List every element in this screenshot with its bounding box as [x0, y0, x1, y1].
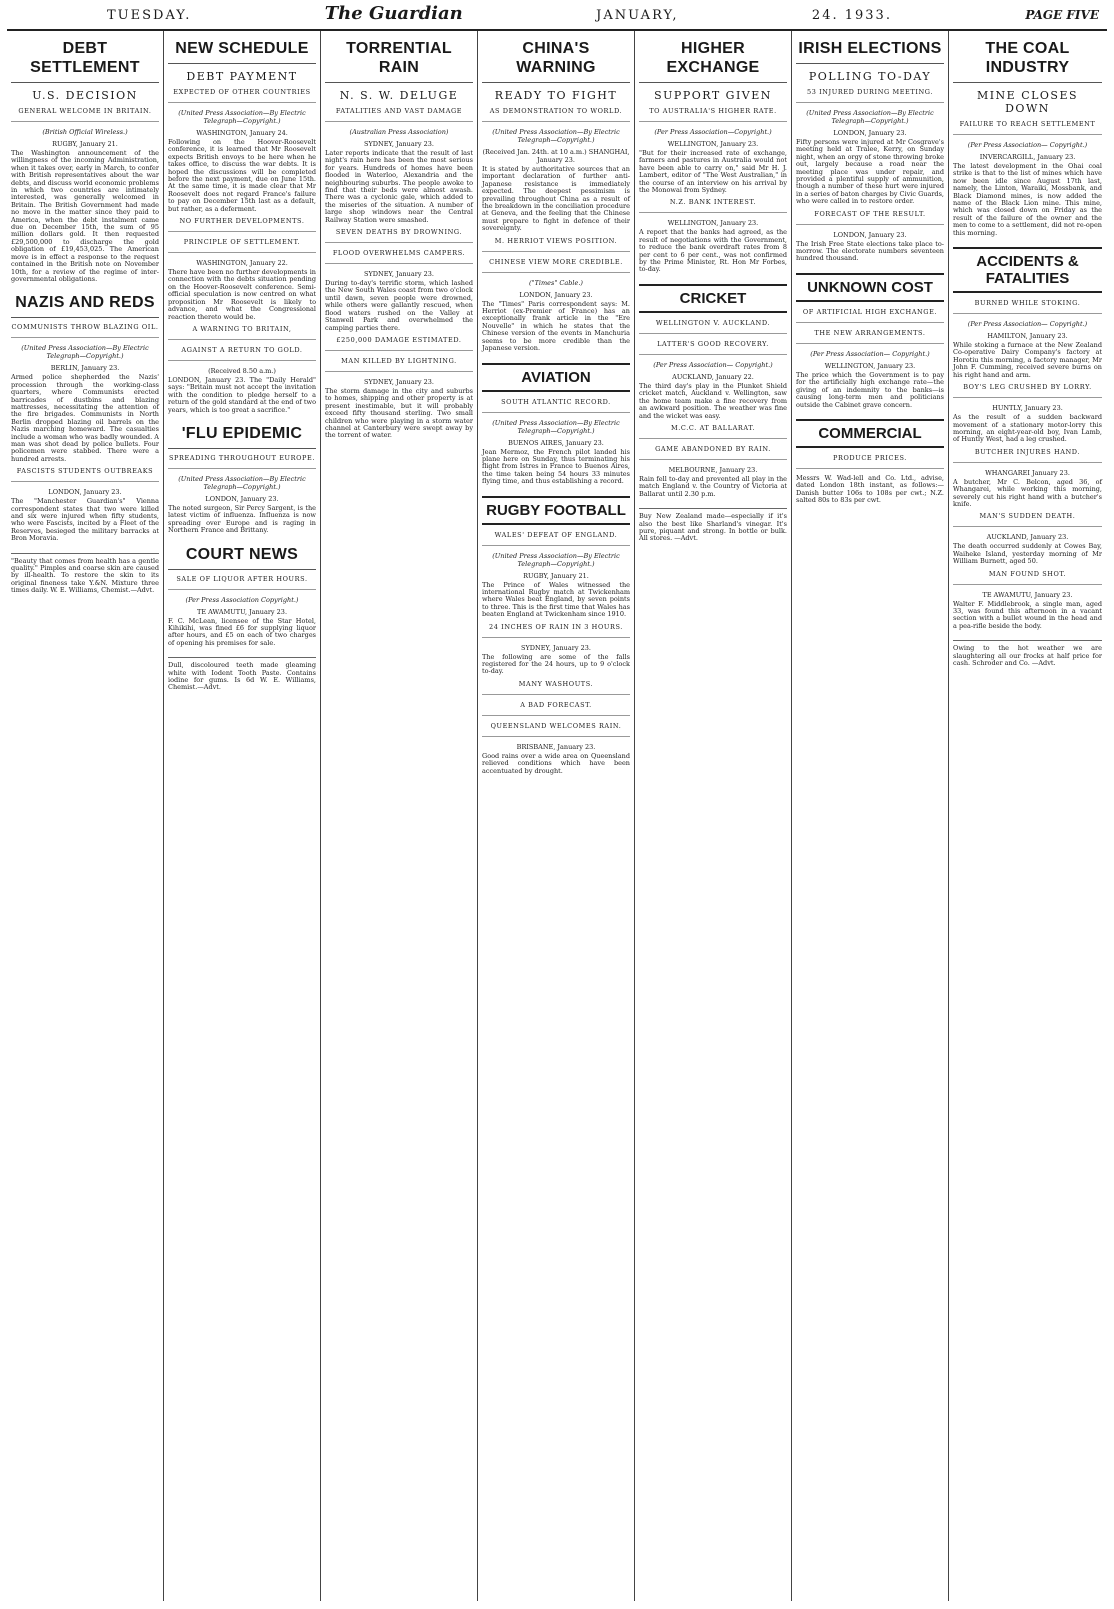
subheading: MAN'S SUDDEN DEATH.	[953, 512, 1102, 527]
subheading: CHINESE VIEW MORE CREDIBLE.	[482, 258, 630, 273]
credit: (Per Press Association—Copyright.)	[654, 128, 772, 136]
headline: ACCIDENTS & FATALITIES	[953, 247, 1102, 293]
dateline: WASHINGTON, January 22.	[196, 259, 288, 268]
columns	[7, 31, 1107, 1601]
article-body: The noted surgeon, Sir Percy Sargent, is the latest victim of influenza. Influenza is now spreading over Europe and is raging in Northern France and Brittany.	[168, 503, 316, 535]
credit: (United Press Association—By Electric Telegraph—Copyright.)	[492, 551, 620, 568]
dateline: WELLINGTON, January 23.	[667, 219, 759, 228]
article-higher-exchange	[639, 39, 787, 274]
subheading: N. S. W. DELUGE	[339, 89, 459, 102]
article-accidents	[953, 247, 1102, 630]
article-body: The Washington announcement of the willingness of the incoming Administration, when it takes over, early in March, to confer with British representatives about the war debts, and discuss world economic problems in which two countries are intimately interested, was generally welcomed in Britain. The British Government had made no move in the matter since they paid to America, when the debt instalment came due on December 15th, the sum of 95 million dollars gold. It then requested £29,500,000 to discharge the gold obligation of £19,453,025. The American move is in effect a response to the request contained in the British note on November 10th, for a review of the regime of inter-governmental obligations.	[11, 149, 159, 283]
article-body: The "Manchester Guardian's" Vienna correspondent states that two were killed and six were injured when fifty students, who were Fascists, incited by a Fleet of the Reserves, besieged the military barracks at Bron Moravia.	[11, 497, 159, 543]
dateline: LONDON, January 23.	[519, 290, 593, 299]
masthead-month: JANUARY,	[596, 8, 679, 23]
dateline: WASHINGTON, January 24.	[196, 129, 288, 137]
dateline: INVERCARGILL, January 23.	[979, 153, 1076, 161]
headline: HIGHER EXCHANGE	[639, 39, 787, 83]
article-body: F. C. McLean, licensee of the Star Hotel, Kihikihi, was fined £6 for supplying liquor after hours, and £5 on each of two charges of opening his premises for sale.	[168, 616, 316, 647]
subheading: SPREADING THROUGHOUT EUROPE.	[168, 454, 316, 469]
article-cricket	[639, 284, 787, 498]
subheading: WALES' DEFEAT OF ENGLAND.	[482, 531, 630, 546]
article-flu-epidemic	[168, 424, 316, 535]
article-body: The Prince of Wales witnessed the international Rugby match at Twickenham where Wales beat England, by seven points to three. This is the first time that Wales has beaten England at Twickenham since 1910.	[482, 580, 630, 619]
dateline: TE AWAMUTU, January 23.	[982, 590, 1073, 599]
dateline: SYDNEY, January 23.	[364, 140, 434, 148]
column-6	[792, 31, 949, 1601]
article-rugby-football	[482, 496, 630, 775]
subheading: MAN KILLED BY LIGHTNING.	[325, 357, 473, 372]
newspaper-page	[7, 3, 1107, 1603]
subheading: MINE CLOSES DOWN	[976, 89, 1079, 115]
subheading: U.S. DECISION	[32, 89, 138, 102]
subheading: GAME ABANDONED BY RAIN.	[639, 445, 787, 460]
dateline: SYDNEY, January 23.	[364, 377, 434, 386]
headline: AVIATION	[482, 363, 630, 392]
advertisement: Buy New Zealand made—especially if it's also the best like Sharland's vinegar. It's pure, piquant and strong. In bottle or bulk. All stores. —Advt.	[639, 508, 787, 543]
headline: NAZIS AND REDS	[11, 293, 159, 318]
subheading: PRODUCE PRICES.	[796, 454, 944, 469]
dateline: WHANGAREI January 23.	[985, 468, 1070, 477]
subheading: POLLING TO-DAY	[808, 70, 932, 83]
article-body: While stoking a furnace at the New Zealand Co-operative Dairy Company's factory at Horotiu this morning, a factory manager, Mr John F. Cumming, received severe burns on his right hand and arm.	[953, 341, 1102, 379]
credit: (United Press Association—By Electric Telegraph—Copyright.)	[21, 344, 149, 361]
article-court-news	[168, 545, 316, 648]
dateline: BUENOS AIRES, January 23.	[508, 438, 604, 447]
article-chinas-warning	[482, 39, 630, 353]
masthead	[7, 3, 1107, 31]
subheading: SEVEN DEATHS BY DROWNING.	[325, 228, 473, 243]
article-body: Armed police shepherded the Nazis' procession through the working-class quarters, where Communists erected barricades of dustbins and blazing mattresses, necessitating the attention of the fire brigades. Communists in North Berlin dropped blazing oil barrels on the Nazis marching homeward. The casualties include a woman who was badly wounded. A man was shot dead by police bullets. Four policemen were stabbed. There were a hundred arrests.	[11, 373, 159, 463]
subheading-secondary: 53 INJURED DURING MEETING.	[796, 88, 944, 103]
subheading: NO FURTHER DEVELOPMENTS.	[168, 217, 316, 232]
credit: (British Official Wireless.)	[42, 128, 128, 136]
subheading: OF ARTIFICIAL HIGH EXCHANGE.	[796, 308, 944, 323]
dateline: LONDON, January 23.	[833, 230, 907, 239]
headline: COMMERCIAL	[796, 419, 944, 448]
article-torrential-rain	[325, 39, 473, 440]
article-body: It is stated by authoritative sources that an important declaration of further anti-Japanese resistance is immediately expected. The deepest pessimism is prevailing throughout China as a result of the breakdown in the conciliation procedure at Geneva, and the feeling that the Chinese must prepare to fight in defence of their sovereignty.	[482, 165, 630, 233]
article-body: Fifty persons were injured at Mr Cosgrave's meeting held at Tralee, Kerry, on Sunday night, when an orgy of stone throwing broke out, largely because a road near the meeting place was under repair, and provided a plentiful supply of ammunition, though a number of these hurt were injured in a series of baton charges by Civic Guards, who were called in to restore order.	[796, 138, 944, 206]
article-body: LONDON, January 23. The "Daily Herald" says: "Britain must not accept the invitation with the condition to pledge herself to a return of the gold standard at the end of two years, which is too great a sacrifice."	[168, 375, 316, 414]
article-body: Rain fell to-day and prevented all play in the match England v. the Country of Victoria at Ballarat until 2.30 p.m.	[639, 474, 787, 498]
dateline: RUGBY, January 21.	[523, 571, 589, 580]
subheading: QUEENSLAND WELCOMES RAIN.	[482, 722, 630, 737]
dateline: LONDON, January 23.	[833, 129, 907, 137]
article-body: A report that the banks had agreed, as the result of negotiations with the Government, to reduce the bank overdraft rates from 8 per cent to 6 per cent., was not confirmed by the Prime Minister, Rt. Hon Mr Forbes, to-day.	[639, 228, 787, 274]
credit: (United Press Association—By Electric Telegraph—Copyright.)	[492, 418, 620, 435]
headline: TORRENTIAL RAIN	[325, 39, 473, 83]
masthead-brand: The Guardian	[324, 3, 463, 24]
subheading: COMMUNISTS THROW BLAZING OIL.	[11, 323, 159, 338]
dateline: LONDON, January 23.	[48, 488, 122, 497]
subheading: N.Z. BANK INTEREST.	[639, 198, 787, 213]
subheading: M.C.C. AT BALLARAT.	[639, 424, 787, 439]
subheading: DEBT PAYMENT	[186, 70, 298, 83]
subheading: £250,000 DAMAGE ESTIMATED.	[325, 336, 473, 351]
subheading: A BAD FORECAST.	[482, 701, 630, 716]
subheading: AGAINST A RETURN TO GOLD.	[168, 346, 316, 361]
article-body: The Irish Free State elections take place to-morrow. The electorate numbers seventeen hundred thousand.	[796, 239, 944, 263]
article-debt-settlement	[11, 39, 159, 283]
dateline: WELLINGTON, January 23.	[824, 361, 916, 370]
article-coal-industry	[953, 39, 1102, 237]
column-2	[164, 31, 321, 1601]
headline: THE COAL INDUSTRY	[953, 39, 1102, 83]
headline: CHINA'S WARNING	[482, 39, 630, 83]
article-body: The following are some of the falls registered for the 24 hours, up to 9 o'clock to-day.	[482, 652, 630, 676]
headline: DEBT SETTLEMENT	[11, 39, 159, 83]
credit: (Per Press Association— Copyright.)	[810, 349, 930, 358]
article-body: The third day's play in the Plunket Shield cricket match, Auckland v. Wellington, saw the home team make a fine recovery from an awkward position. The weather was fine and the wicket was easy.	[639, 381, 787, 420]
subheading: WELLINGTON V. AUCKLAND.	[639, 319, 787, 334]
subheading: A WARNING TO BRITAIN,	[168, 325, 316, 340]
subheading: THE NEW ARRANGEMENTS.	[796, 329, 944, 344]
article-irish-elections	[796, 39, 944, 263]
dateline: TE AWAMUTU, January 23.	[196, 607, 288, 616]
headline: CRICKET	[639, 284, 787, 313]
article-body: Good rains over a wide area on Queensland relieved conditions which have been accentuated by drought.	[482, 751, 630, 775]
subheading-secondary: AS DEMONSTRATION TO WORLD.	[482, 107, 630, 122]
dateline: LONDON, January 23.	[205, 494, 279, 503]
column-1	[7, 31, 164, 1601]
article-body: Later reports indicate that the result of last night's rain here has been the most serious for years. Hundreds of homes have been flooded in Waterloo, Alexandria and the neighbouring suburbs. The people awoke to find that their beds were almost awash. There was a cyclonic gale, which added to the miseries of the situation. A number of large shop windows near the Central Railway Station were smashed.	[325, 149, 473, 224]
column-5	[635, 31, 792, 1601]
masthead-day: TUESDAY.	[107, 8, 192, 23]
article-body: Following on the Hoover-Roosevelt conference, it is learned that Mr Roosevelt expects British envoys to be here when he takes office, to discuss the war debts. It is hoped the discussions will be completed before the next payment, due on June 15th. At the same time, it is made clear that Mr Roosevelt does not regard France's failure to pay on December 15th last as a default, but rather, as a deferment.	[168, 138, 316, 213]
subheading-secondary: EXPECTED OF OTHER COUNTRIES	[168, 88, 316, 103]
subheading: LATTER'S GOOD RECOVERY.	[639, 340, 787, 355]
masthead-date: 24. 1933.	[811, 8, 892, 23]
subheading: SUPPORT GIVEN	[654, 89, 772, 102]
dateline: BRISBANE, January 23.	[516, 742, 596, 751]
subheading: 24 INCHES OF RAIN IN 3 HOURS.	[482, 623, 630, 638]
article-nazis-and-reds	[11, 293, 159, 542]
subheading-secondary: GENERAL WELCOME IN BRITAIN.	[11, 107, 159, 122]
article-body: The storm damage in the city and suburbs to homes, shipping and other property is at present inestimable, but it will probably exceed fifty thousand sterling. Two small children who were playing in a storm water channel at Canterbury were swept away by the torrent of water.	[325, 386, 473, 440]
article-commercial	[796, 419, 944, 505]
subheading-secondary: FATALITIES AND VAST DAMAGE	[325, 107, 473, 122]
subheading: FASCISTS STUDENTS OUTBREAKS	[11, 467, 159, 482]
headline: RUGBY FOOTBALL	[482, 496, 630, 525]
subheading: MAN FOUND SHOT.	[953, 570, 1102, 585]
column-7	[949, 31, 1106, 1601]
dateline: WELLINGTON, January 23.	[667, 140, 759, 148]
subheading: PRINCIPLE OF SETTLEMENT.	[168, 238, 316, 253]
dateline: RUGBY, January 21.	[52, 140, 118, 148]
article-body: The "Times" Paris correspondent says: M. Herriot (ex-Premier of France) has an exceptionally frank article in the "Ere Nouvelle" in which he states that the Chinese version of the events in Manchuria seems to be more credible than the Japanese version.	[482, 299, 630, 353]
article-body: The latest development in the Ohai coal strike is that to the list of mines which have now been idle since August 17th last, namely, the Linton, Waraiki, Mossbank, and Black Diamond mines, is now added the name of the Black Lion mine. This mine, which was closed down on Friday as the result of the failure of the owner and the men to come to a settlement, did not re-open this morning.	[953, 162, 1102, 237]
credit: ("Times" Cable.)	[529, 278, 583, 287]
subheading-secondary: FAILURE TO REACH SETTLEMENT	[953, 120, 1102, 135]
article-body: "But for their increased rate of exchange, farmers and pastures in Australia would not have been able to carry on," said Mr H. J. Lambert, editor of "The West Australian," in the course of an interview on his arrival by the Monowai from Sydney.	[639, 149, 787, 195]
dateline: BERLIN, January 23.	[50, 364, 120, 373]
credit: (Per Press Association— Copyright.)	[967, 141, 1088, 149]
headline: IRISH ELECTIONS	[796, 39, 944, 64]
dateline: SYDNEY, January 23.	[521, 643, 591, 652]
article-new-schedule	[168, 39, 316, 414]
subheading: BUTCHER INJURES HAND.	[953, 448, 1102, 463]
dateline: HUNTLY, January 23.	[992, 404, 1063, 413]
subheading: FLOOD OVERWHELMS CAMPERS.	[325, 249, 473, 264]
dateline: AUCKLAND, January 23.	[986, 533, 1069, 542]
article-body: The price which the Government is to pay for the artificially high exchange rate—the giving of an indemnity to the banks—is causing long-term men and politicians outside the Cabinet grave concern.	[796, 370, 944, 409]
subheading: FORECAST OF THE RESULT.	[796, 210, 944, 225]
headline: COURT NEWS	[168, 545, 316, 570]
advertisement: Dull, discoloured teeth made gleaming white with Iodent Tooth Paste. Contains iodine for gums. Is 6d W. E. Williams, Chemist.—Advt.	[168, 657, 316, 692]
article-body: Messrs W. Wad-lell and Co. Ltd., advise, dated London 18th instant, as follows:— Danish butter 106s to 108s per cwt.; N.Z. salted 80s to 83s per cwt.	[796, 473, 944, 505]
article-body: There have been no further developments in connection with the debts situation pending on the Hoover-Roosevelt conference. Semi-official speculation is now centred on what proposition Mr Roosevelt is likely to advance, and what the Congressional reaction thereto would be.	[168, 268, 316, 321]
column-3	[321, 31, 478, 1601]
subheading: SOUTH ATLANTIC RECORD.	[482, 398, 630, 413]
dateline: HAMILTON, January 23.	[987, 332, 1068, 341]
subheading: BURNED WHILE STOKING.	[953, 299, 1102, 314]
dateline: MELBOURNE, January 23.	[668, 465, 758, 474]
dateline: AUCKLAND, January 22.	[672, 372, 754, 381]
subheading-secondary: TO AUSTRALIA'S HIGHER RATE.	[639, 107, 787, 122]
subheading: BOY'S LEG CRUSHED BY LORRY.	[953, 383, 1102, 398]
headline: UNKNOWN COST	[796, 273, 944, 302]
advertisement: "Beauty that comes from health has a gentle quality." Pimples and coarse skin are caused by ill-health. To restore the skin to its original fineness take Y.&N. Mixture three times daily. W. E. Williams, Chemist.—Advt.	[11, 553, 159, 595]
subheading: READY TO FIGHT	[494, 89, 618, 102]
article-body: As the result of a sudden backward movement of a stationary motor-lorry this morning, an eight-year-old boy, Ivan Lamb, of Huntly West, had a leg crushed.	[953, 413, 1102, 444]
credit: (United Press Association—By Electric Telegraph—Copyright.)	[806, 109, 934, 125]
article-unknown-cost	[796, 273, 944, 409]
dateline: (Received Jan. 24th. at 10 a.m.) SHANGHAI, January 23.	[482, 148, 630, 164]
article-body: Walter F. Middlebrook, a single man, aged 33, was found this afternoon in a vacant section with a bullet wound in the head and a pea-rifle beside the body.	[953, 599, 1102, 630]
page-number: PAGE FIVE	[1025, 8, 1099, 22]
credit: (United Press Association—By Electric Telegraph—Copyright.)	[492, 128, 620, 144]
credit: (United Press Association—By Electric Telegraph—Copyright.)	[178, 474, 306, 491]
column-4	[478, 31, 635, 1601]
credit: (Per Press Association— Copyright.)	[653, 360, 773, 369]
article-body: The death occurred suddenly at Cowes Bay, Waiheke Island, yesterday morning of Mr William Burnett, aged 50.	[953, 542, 1102, 566]
article-body: During to-day's terrific storm, which lashed the New South Wales coast from two o'clock until dawn, seven people were drowned, while others were gallantly rescued, when flood waters rushed on the Valley at Stanwell Park and overwhelmed the camping parties there.	[325, 279, 473, 332]
credit: (Australian Press Association)	[349, 128, 449, 136]
headline: NEW SCHEDULE	[168, 39, 316, 64]
headline: 'FLU EPIDEMIC	[168, 424, 316, 449]
subheading: MANY WASHOUTS.	[482, 680, 630, 695]
credit: (United Press Association—By Electric Telegraph—Copyright.)	[178, 109, 306, 125]
article-aviation	[482, 363, 630, 486]
credit: (Per Press Association— Copyright.)	[967, 320, 1088, 329]
subheading: M. HERRIOT VIEWS POSITION.	[482, 237, 630, 252]
advertisement: Owing to the hot weather we are slaughtering all our frocks at half price for cash. Schroder and Co. —Advt.	[953, 640, 1102, 667]
subheading: SALE OF LIQUOR AFTER HOURS.	[168, 575, 316, 590]
article-body: Jean Mermoz, the French pilot landed his plane here on Sunday, thus terminating his flight from Istres in France to Buenos Aires, the time taken being 54 hours 33 minutes flying time, and thus establishing a record.	[482, 447, 630, 486]
dateline: (Received 8.50 a.m.)	[208, 366, 276, 375]
credit: (Per Press Association Copyright.)	[185, 595, 299, 604]
dateline: SYDNEY, January 23.	[364, 270, 434, 279]
article-body: A butcher, Mr C. Belcon, aged 36, of Whangarei, while working this morning, severely cut his right hand with a butcher's knife.	[953, 477, 1102, 508]
